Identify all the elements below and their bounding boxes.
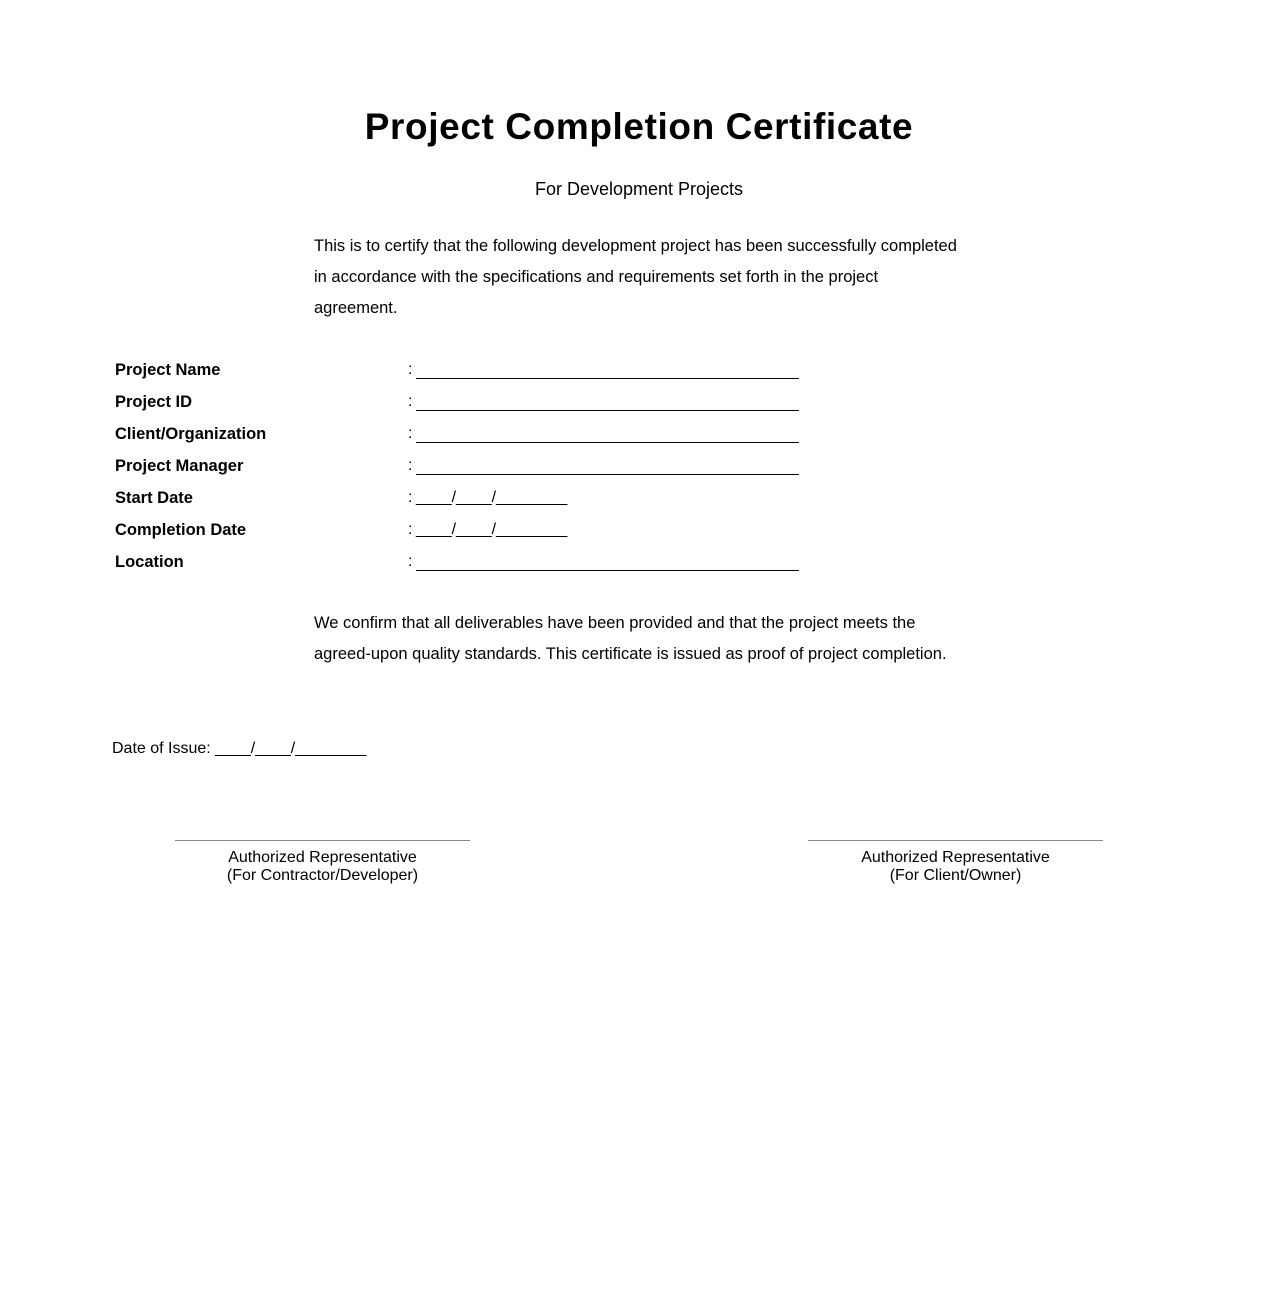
field-colon: :: [408, 521, 413, 538]
field-colon: :: [408, 553, 413, 570]
project-name-blank[interactable]: [416, 378, 799, 379]
field-project-manager: [115, 454, 815, 486]
field-label: Project ID: [115, 393, 193, 411]
field-project-name: [115, 358, 815, 390]
field-label: Client/Organization: [115, 425, 267, 443]
signature-client: [808, 840, 1103, 885]
field-colon: :: [408, 425, 413, 442]
field-location: [115, 550, 815, 582]
project-manager-blank[interactable]: [416, 474, 799, 475]
location-blank[interactable]: [416, 570, 799, 571]
field-colon: :: [408, 361, 413, 378]
field-label: Location: [115, 553, 184, 571]
signature-role: Authorized Representative: [228, 849, 417, 866]
field-start-date: [115, 486, 815, 518]
certificate-title: Project Completion Certificate: [364, 106, 914, 147]
field-client-organization: [115, 422, 815, 454]
field-label: Project Name: [115, 361, 221, 379]
project-id-blank[interactable]: [416, 410, 799, 411]
field-label: Project Manager: [115, 457, 244, 475]
field-label: Completion Date: [115, 521, 247, 539]
signature-line[interactable]: [175, 840, 470, 841]
signature-contractor: [175, 840, 470, 885]
signature-line[interactable]: [808, 840, 1103, 841]
certificate-subtitle: For Development Projects: [534, 179, 744, 199]
field-colon: :: [408, 393, 413, 410]
confirmation-paragraph: We confirm that all deliverables have been provided and that the project meets the agreed-upon quality standards. This certificate is issued as proof of project completion.: [314, 614, 947, 663]
field-colon: :: [408, 457, 413, 474]
date-of-issue: [112, 740, 366, 758]
date-of-issue-label: Date of Issue:: [112, 740, 211, 757]
intro-paragraph: This is to certify that the following development project has been successfully completed in accordance with the specifications and requirements set forth in the project agreement.: [314, 237, 957, 317]
signature-role: Authorized Representative: [861, 849, 1050, 866]
signature-party: (For Contractor/Developer): [226, 867, 419, 884]
project-details-fields: [115, 358, 815, 582]
field-label: Start Date: [115, 489, 193, 507]
field-completion-date: [115, 518, 815, 550]
field-colon: :: [408, 489, 413, 506]
start-date-blank[interactable]: ____/____/________: [416, 489, 568, 506]
signature-party: (For Client/Owner): [889, 867, 1022, 884]
date-of-issue-blank[interactable]: ____/____/________: [215, 740, 367, 757]
client-organization-blank[interactable]: [416, 442, 799, 443]
field-project-id: [115, 390, 815, 422]
completion-date-blank[interactable]: ____/____/________: [416, 521, 568, 538]
